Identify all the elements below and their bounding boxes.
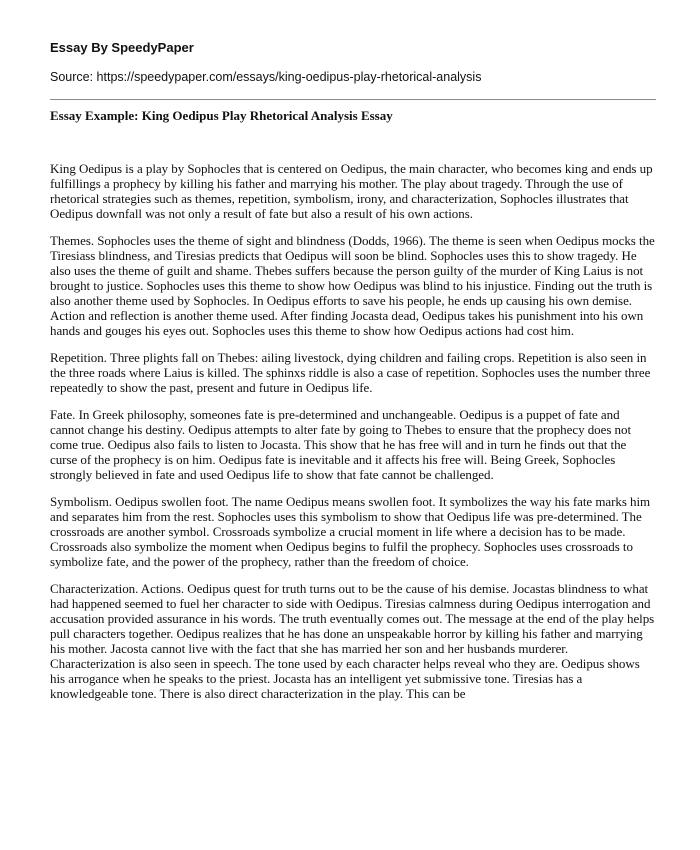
- essay-body: [50, 161, 656, 701]
- paragraph-characterization: Characterization. Actions. Oedipus quest for truth turns out to be the cause of his demise. Jocastas blindness to what had happened seemed to fuel her character to side with Oedipus. Tiresias calmness during Oedipus interrogation and accusation provided assurance in his words. The truth eventually comes out. The message at the end of the play helps pull characters together. Oedipus realizes that he has done an unspeakable horror by killing his father and marrying his mother. Jacosta cannot live with the fact that she has married her son and her husbands murderer. Characterization is also seen in speech. The tone used by each character helps reveal who they are. Oedipus shows his arrogance when he speaks to the priest. Jocasta has an intelligent yet submissive tone. Tiresias has a knowledgeable tone. There is also direct characterization in the play. This can be: [50, 581, 655, 701]
- document-page: [50, 40, 656, 713]
- brand-title: Essay By SpeedyPaper: [50, 40, 194, 55]
- paragraph-themes: Themes. Sophocles uses the theme of sight and blindness (Dodds, 1966). The theme is seen when Oedipus mocks the Tiresiass blindness, and Tiresias predicts that Oedipus will soon be blind. Sophocles uses this to show tragedy. He also uses the theme of guilt and shame. Thebes suffers because the person guilty of the murder of King Laius is not brought to justice. Sophocles uses this theme to show how Oedipus was blind to his injustice. Finding out the truth is also another theme used by Sophocles. In Oedipus efforts to save his people, he ends up causing his own demise. Action and reflection is another theme used. After finding Jocasta dead, Oedipus takes his punishment into his own hands and gouges his eyes out. Sophocles uses this theme to show how Oedipus actions had cost him.: [50, 233, 655, 338]
- paragraph-intro: King Oedipus is a play by Sophocles that is centered on Oedipus, the main character, who becomes king and ends up fulfillings a prophecy by killing his father and marrying his mother. The play about tragedy. Through the use of rhetorical strategies such as themes, repetition, symbolism, irony, and characterization, Sophocles illustrates that Oedipus downfall was not only a result of fate but also a result of his own actions.: [50, 161, 653, 221]
- source-line: Source: https://speedypaper.com/essays/king-oedipus-play-rhetorical-analysis: [50, 70, 482, 84]
- paragraph-symbolism: Symbolism. Oedipus swollen foot. The name Oedipus means swollen foot. It symbolizes the way his fate marks him and separates him from the rest. Sophocles uses this symbolism to show that Oedipus life was pre-determined. The crossroads are another symbol. Crossroads symbolize a crucial moment in life where a decision has to be made. Crossroads also symbolize the moment when Oedipus begins to fulfil the prophecy. Sophocles uses crossroads to symbolize fate, and the power of the prophecy, rather than the freedom of choice.: [50, 494, 651, 569]
- paragraph-repetition: Repetition. Three plights fall on Thebes: ailing livestock, dying children and failing crops. Repetition is also seen in the three roads where Laius is killed. The sphinxs riddle is also a case of repetition. Sophocles uses the number three repeatedly to show the past, present and future in Oedipus life.: [50, 350, 651, 395]
- essay-title: Essay Example: King Oedipus Play Rhetorical Analysis Essay: [50, 108, 393, 123]
- header-divider: [50, 99, 656, 100]
- paragraph-fate: Fate. In Greek philosophy, someones fate is pre-determined and unchangeable. Oedipus is a puppet of fate and cannot change his destiny. Oedipus attempts to alter fate by going to Thebes to ensure that the prophecy does not come true. Oedipus also fails to listen to Jocasta. This show that he has free will and in turn he finds out that the curse of the prophecy is on him. Oedipus fate is inevitable and it affects his free will. Being Greek, Sophocles strongly believed in fate and used Oedipus life to show that fate cannot be challenged.: [50, 407, 632, 482]
